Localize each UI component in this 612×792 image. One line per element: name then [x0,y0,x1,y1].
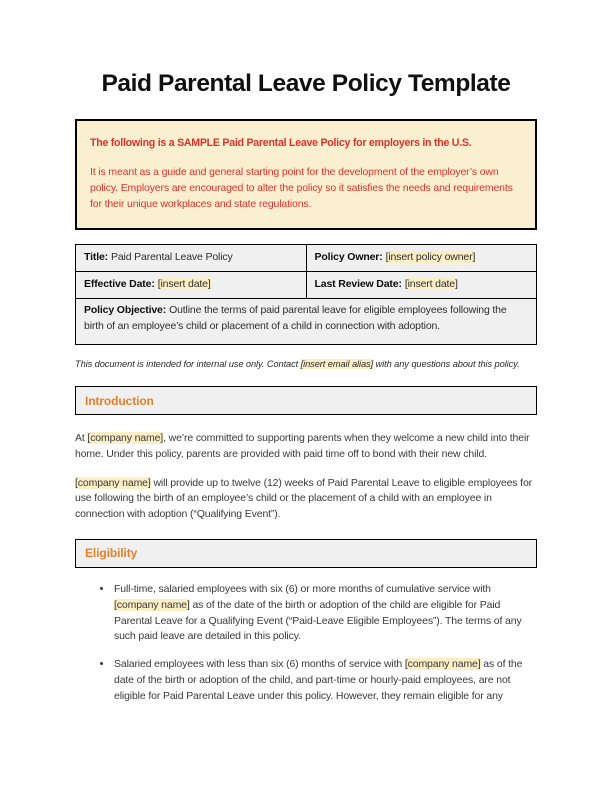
table-row [76,272,537,299]
effective-date-placeholder: [insert date] [157,278,211,291]
policy-owner-label: Policy Owner: [314,251,383,264]
list-item [113,657,537,704]
last-review-date-label: Last Review Date: [314,278,402,291]
company-name-placeholder: [company name] [114,598,190,611]
introduction-heading: Introduction [85,393,154,408]
effective-date-label: Effective Date: [84,278,155,291]
internal-use-note [75,358,537,370]
table-row [76,245,537,272]
introduction-paragraph-1 [75,431,537,463]
company-name-placeholder: [company name] [404,658,481,671]
bullet-text: Salaried employees with less than six (6) months of service with [114,658,405,671]
effective-date-cell [76,272,307,299]
company-name-placeholder: [company name] [75,476,151,489]
page-title: Paid Parental Leave Policy Template [101,70,511,97]
bullet-text: Full-time, salaried employees with six (6) or more months of cumulative service with [114,582,491,595]
table-row [76,299,537,345]
internal-note-text: with any questions about this policy. [373,359,520,369]
policy-objective-cell [76,299,537,345]
sample-notice-box [75,119,537,230]
title-cell [76,245,307,272]
bullet-text: as of the date of the birth or adoption of the child are eligible for Paid Parental Leave for a Qualifying Event (“Paid-Leave Eligible Employees”). The terms of any such paid leave are detailed in this policy. [114,598,522,643]
bullet-text: as of the date of the birth or adoption of the child, and part-time or hourly-paid employees, are not eligible for Paid Parental Leave under this policy. However, they remain eligible for any [114,658,523,702]
eligibility-heading: Eligibility [85,546,138,561]
paragraph-text: will provide up to twelve (12) weeks of Paid Parental Leave to eligible employees for use following the birth of an employee’s child or the placement of a child with an employee in connection with adoption (“Qualifying Event”). [75,476,533,521]
notice-body: It is meant as a guide and general starting point for the development of the employer’s own policy. Employers are encouraged to alter the policy so it satisfies the needs and requirements for their unique workplaces and state regulations. [90,166,513,211]
notice-heading: The following is a SAMPLE Paid Parental Leave Policy for employers in the U.S. [90,137,472,149]
policy-meta-table [75,244,537,345]
title-label: Title: [84,251,108,264]
last-review-date-placeholder: [insert date] [404,278,458,291]
paragraph-text: , we’re committed to supporting parents when they welcome a new child into their home. Under this policy, parents are provided with paid time off to bond with their new child. [75,432,530,460]
title-value: Paid Parental Leave Policy [111,251,233,264]
eligibility-bullet-list [75,582,537,705]
policy-objective-value: Outline the terms of paid parental leave for eligible employees following the birth of an employee’s child or placement of a child in connection with adoption. [84,304,507,332]
policy-objective-label: Policy Objective: [84,304,167,316]
introduction-paragraph-2 [75,476,537,523]
paragraph-text: At [75,432,88,444]
internal-note-text: This document is intended for internal use only. Contact [75,359,301,369]
list-item [113,582,537,645]
policy-owner-placeholder: [insert policy owner] [385,251,476,264]
section-header-introduction [75,386,537,415]
policy-owner-cell [306,245,537,272]
email-alias-placeholder: [insert email alias] [300,359,374,369]
last-review-date-cell [306,272,537,299]
company-name-placeholder: [company name] [87,432,164,444]
section-header-eligibility [75,539,537,568]
